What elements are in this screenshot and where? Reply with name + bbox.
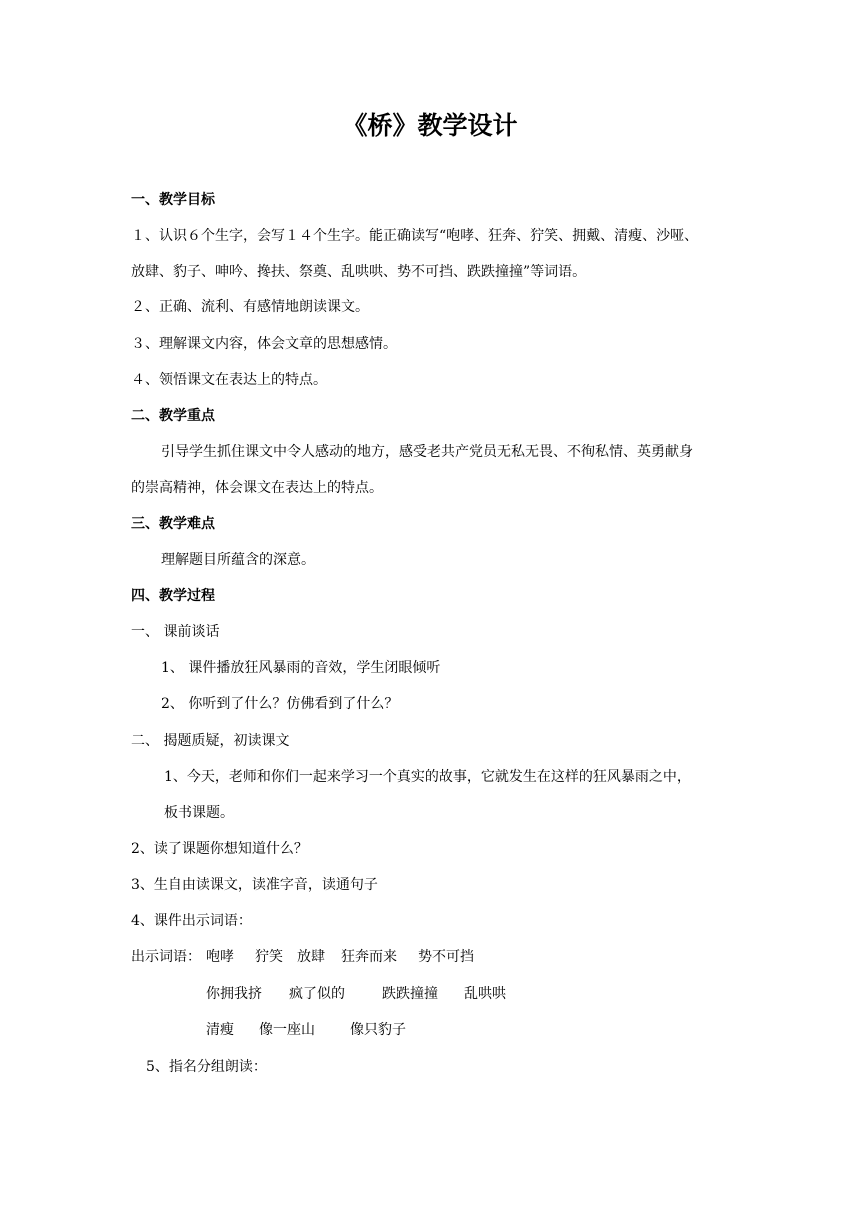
key-points-line-2: 的崇高精神，体会课文在表达上的特点。 — [131, 480, 383, 496]
section-heading-key-points: 二、教学重点 — [131, 408, 215, 424]
word-item: 狞笑 — [255, 949, 283, 965]
word-item: 像一座山 — [259, 1022, 315, 1038]
word-item: 咆哮 — [206, 949, 234, 965]
process-item-2: 2、读了课题你想知道什么？ — [131, 841, 308, 857]
process-step-1-sub-2: 2、 你听到了什么？仿佛看到了什么？ — [161, 696, 399, 712]
word-item: 跌跌撞撞 — [382, 986, 438, 1002]
process-item-4: 4、课件出示词语： — [131, 913, 252, 929]
section-heading-difficulties: 三、教学难点 — [131, 516, 215, 532]
process-step-2-sub-1-line-2: 板书课题。 — [164, 805, 234, 821]
difficulties-text: 理解题目所蕴含的深意。 — [161, 552, 315, 568]
section-heading-objectives: 一、教学目标 — [131, 192, 215, 208]
objective-1-line-1: １、认识６个生字，会写１４个生字。能正确读写“咆哮、狂奔、狞笑、拥戴、清瘦、沙哑、 — [131, 228, 699, 244]
process-step-2-sub-1-line-1: 1、今天，老师和你们一起来学习一个真实的故事，它就发生在这样的狂风暴雨之中， — [164, 769, 691, 785]
word-item: 放肆 — [297, 949, 325, 965]
objective-3: ３、理解课文内容，体会文章的思想感情。 — [131, 336, 397, 352]
process-item-5: 5、指名分组朗读： — [146, 1059, 267, 1075]
key-points-line-1: 引导学生抓住课文中令人感动的地方，感受老共产党员无私无畏、不徇私情、英勇献身 — [161, 444, 693, 460]
word-item: 乱哄哄 — [464, 986, 506, 1002]
document-title: 《桥》教学设计 — [342, 111, 518, 140]
word-list-label: 出示词语： — [131, 949, 201, 965]
section-heading-process: 四、教学过程 — [131, 588, 215, 604]
objective-1-line-2: 放肆、豹子、呻吟、搀扶、祭奠、乱哄哄、势不可挡、跌跌撞撞”等词语。 — [131, 264, 587, 280]
word-item: 像只豹子 — [350, 1022, 406, 1038]
word-item: 狂奔而来 — [341, 949, 397, 965]
word-item: 清瘦 — [206, 1022, 234, 1038]
process-item-3: 3、生自由读课文，读准字音，读通句子 — [131, 877, 378, 893]
word-item: 疯了似的 — [289, 986, 345, 1002]
word-item: 你拥我挤 — [206, 986, 262, 1002]
process-step-1-sub-1: 1、 课件播放狂风暴雨的音效，学生闭眼倾听 — [161, 660, 441, 676]
word-item: 势不可挡 — [418, 949, 474, 965]
objective-4: ４、领悟课文在表达上的特点。 — [131, 372, 327, 388]
process-step-2: 二、 揭题质疑，初读课文 — [131, 733, 290, 749]
objective-2: ２、正确、流利、有感情地朗读课文。 — [131, 299, 369, 315]
process-step-1: 一、 课前谈话 — [131, 624, 220, 640]
